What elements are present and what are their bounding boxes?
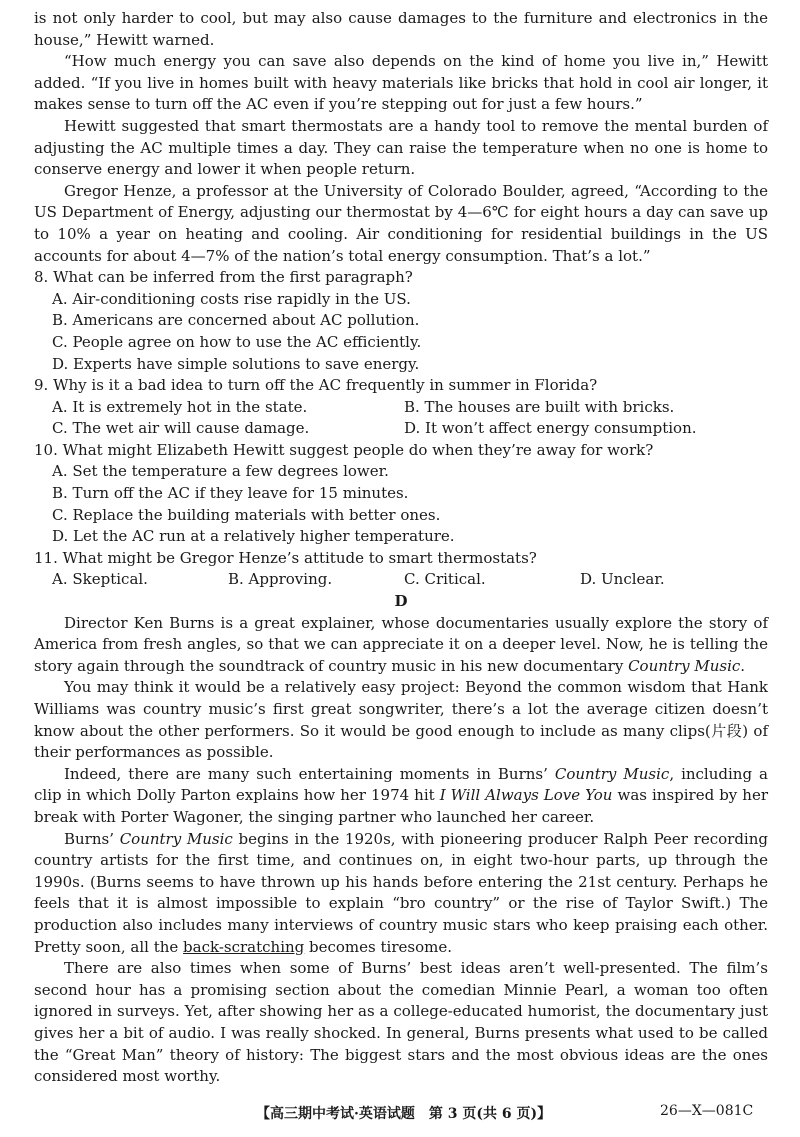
passage-c-paragraph-4: Gregor Henze, a professor at the University of Colorado Boulder, agreed, “According to the US Department of Energy, adjusting our thermostat by 4—6℃ for eight hours a day can save up to 10% a year on heating and cooling. Air conditioning for residential buildings in the US accounts for about 4—7% of the nation’s total energy consumption. That’s a lot.” [34, 181, 768, 265]
text: Burns’ [64, 829, 120, 848]
option-a: A. Set the temperature a few degrees lower. [52, 462, 389, 481]
option-a: A. Air-conditioning costs rise rapidly in the US. [52, 289, 411, 308]
option-a: A. Skeptical. [52, 570, 148, 589]
text: . [740, 656, 746, 675]
question-10 [34, 440, 768, 548]
documentary-title: Country Music [554, 764, 670, 783]
question-8 [34, 267, 768, 375]
exam-page [34, 8, 768, 1088]
option-c: C. Critical. [404, 570, 486, 589]
option-c: C. Replace the building materials with better ones. [52, 505, 441, 524]
text: Director Ken Burns is a great explainer, whose documentaries usually explore the story of America from fresh angles, so that we can appreciate it on a deeper level. Now, he is telling the story again through the soundtrack of country music in his new documentary [34, 613, 768, 675]
underlined-word: back-scratching [183, 937, 305, 956]
passage-c-paragraph-3: Hewitt suggested that smart thermostats are a handy tool to remove the mental burden of adjusting the AC multiple times a day. They can raise the temperature when no one is home to conserve energy and lower it when people return. [34, 116, 768, 179]
option-b: B. The houses are built with bricks. [404, 397, 675, 416]
text: becomes tiresome. [304, 937, 452, 956]
question-stem: 11. What might be Gregor Henze’s attitude to smart thermostats? [34, 548, 537, 567]
text: , including a clip in which Dolly Parton explains how her 1974 hit [34, 764, 768, 805]
option-d: D. Unclear. [580, 570, 665, 589]
options-row [34, 569, 768, 591]
option-b: B. Approving. [228, 570, 333, 589]
passage-d-paragraph-4 [34, 829, 768, 959]
options-row [34, 418, 768, 440]
options-row [34, 397, 768, 419]
option-b: B. Americans are concerned about AC pollution. [52, 311, 420, 330]
question-stem: 8. What can be inferred from the first paragraph? [34, 268, 413, 287]
option-b: B. Turn off the AC if they leave for 15 minutes. [52, 484, 409, 503]
documentary-title: Country Music [628, 656, 741, 675]
passage-d-paragraph-3 [34, 764, 768, 829]
passage-d-paragraph-5: There are also times when some of Burns’ best ideas aren’t well-presented. The film’s second hour has a promising section about the comedian Minnie Pearl, a woman too often ignored in surveys. Yet, after showing her as a college-educated humorist, the documentary just gives her a bit of audio. I was really shocked. In general, Burns presents what used to be called the “Great Man” theory of history: The biggest stars and the most obvious ideas are the ones considered most worthy. [34, 959, 768, 1086]
passage-c-paragraph-2: “How much energy you can save also depends on the kind of home you live in,” Hewitt added. “If you live in homes built with heavy materials like bricks that hold in cool air longer, it makes sense to turn off the AC even if you’re stepping out for just a few hours.” [34, 52, 768, 114]
passage-c-paragraph-1: is not only harder to cool, but may also cause damages to the furniture and electronics in the house,” Hewitt warned. [34, 9, 768, 49]
option-d: D. Let the AC run at a relatively higher temperature. [52, 527, 455, 546]
footer-title: 【高三期中考试·英语试题 第 3 页(共 6 页)】 [256, 1106, 552, 1122]
text: Indeed, there are many such entertaining moments in Burns’ [64, 764, 555, 783]
passage-d-paragraph-2: You may think it would be a relatively easy project: Beyond the common wisdom that Hank Williams was country music’s first great songwriter, there’s a lot the average citizen doesn’t know about the other performers. So it would be good enough to include as many clips(片段) of their performances as possible. [34, 678, 768, 762]
question-9 [34, 375, 768, 440]
text: begins in the 1920s, with pioneering producer Ralph Peer recording country artists for the first time, and continues on, in eight two-hour parts, up through the 1990s. (Burns seems to have thrown up his hands before entering the 21st century. Perhaps he feels that it is almost impossible to explain “bro country” or the rise of Taylor Swift.) The production also includes many interviews of country music stars who keep praising each other. Pretty soon, all the [34, 829, 768, 956]
footer-code: 26—X—081C [660, 1103, 754, 1119]
option-a: A. It is extremely hot in the state. [52, 397, 308, 416]
song-title: I Will Always Love You [439, 786, 613, 805]
section-d-title: D [394, 592, 408, 611]
option-d: D. It won’t affect energy consumption. [404, 419, 697, 438]
text: was inspired by her break with Porter Wagoner, the singing partner who launched her career. [34, 786, 769, 826]
option-c: C. People agree on how to use the AC efficiently. [52, 332, 422, 351]
documentary-title: Country Music [119, 829, 233, 848]
option-d: D. Experts have simple solutions to save energy. [52, 354, 420, 373]
question-11 [34, 548, 768, 591]
question-stem: 9. Why is it a bad idea to turn off the AC frequently in summer in Florida? [34, 376, 598, 395]
option-c: C. The wet air will cause damage. [52, 419, 310, 438]
question-stem: 10. What might Elizabeth Hewitt suggest people do when they’re away for work? [34, 440, 654, 459]
passage-d-paragraph-1 [34, 613, 768, 678]
